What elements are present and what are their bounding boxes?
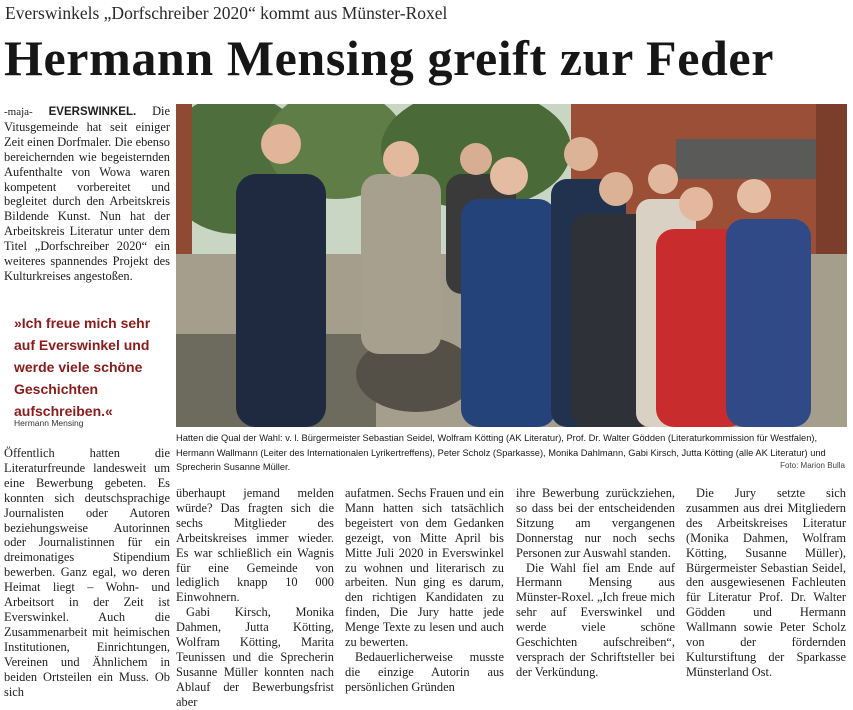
group-photo (176, 104, 847, 427)
body-paragraph: Öffentlich hatten die Literaturfreunde landesweit um eine Bewerbung gebeten. Es konnten sich deutschsprachige Journalisten oder Autoren beziehungsweise Autorinnen oder Journalistinnen für ein dreimonatiges Stipendium bewerben. Ganz egal, wo deren Heimat liegt – Wohn- und Arbeitsort in der Zeit ist Everswinkel. Auch die Zusammenarbeit mit heimischen Institutionen, Einrichtungen, Vereinen und Ähnlichem in beiden Ortsteilen ein Muss. Ob sich (4, 446, 170, 699)
body-column-2 (176, 486, 334, 710)
article-headline: Hermann Mensing greift zur Feder (4, 30, 774, 86)
intro-paragraph (4, 104, 170, 284)
photo-caption: Hatten die Qual der Wahl: v. l. Bürgermeister Sebastian Seidel, Wolfram Kötting (AK Literatur), Prof. Dr. Walter Gödden (Literaturkommission für Westfalen), Hermann Wallmann (Leiter des Internationalen Lyrikertreffens), Peter Scholz (Sparkasse), Monika Dahlmann, Gabi Kirsch, Jutta Kötting (alle AK Literatur) und Sprecherin Susanne Müller. (176, 433, 826, 473)
body-paragraph: aufatmen. Sechs Frauen und ein Mann hatten sich tatsächlich begeistert von dem Gedanken gezeigt, von Mitte April bis Mitte Juli 2020 in Everswinkel zu wohnen und literarisch zu arbeiten. Nun ging es darum, den richtigen Kandidaten zu finden, Die Jury hatte jede Menge Texte zu lesen und auch zu bewerten. (345, 486, 504, 650)
pull-quote-author: Hermann Mensing (14, 418, 84, 428)
body-column-1 (4, 446, 170, 699)
dateline: EVERSWINKEL. (48, 106, 137, 118)
body-paragraph: überhaupt jemand melden würde? Das fragten sich die sechs Mitglieder des Arbeitskreises immer wieder. Es war schließlich ein Wagnis für eine Gemeinde von lediglich knapp 10 000 Einwohnern. (176, 486, 334, 605)
photo-credit: Foto: Marion Bulla (780, 461, 845, 470)
body-paragraph: Gabi Kirsch, Monika Dahmen, Jutta Kötting, Wolfram Kötting, Marita Teunissen und die Sprecherin Susanne Müller konnten nach Ablauf der Bewerbungsfrist aber (176, 605, 334, 709)
body-column-5 (686, 486, 846, 680)
body-paragraph: ihre Bewerbung zurückziehen, so dass bei der entscheidenden Sitzung am vergangenen Donnerstag nur noch sechs Personen zur Auswahl standen. (516, 486, 675, 560)
body-paragraph: Die Wahl fiel am Ende auf Hermann Mensing aus Münster-Roxel. „Ich freue mich sehr auf Everswinkel und werde viele schöne Geschichten aufschreiben“, versprach der Schriftsteller bei der Verkündung. (516, 560, 675, 679)
body-column-3 (345, 486, 504, 695)
intro-text: Die Vitusgemeinde hat seit einiger Zeit einen Dorfmaler. Die ebenso bereichernden wie begeisternden Aufenthalte von Wowa waren kompetent vorbereitet und begleitet durch den Arbeitskreis Bildende Kunst. Nun hat der Arbeitskreis Literatur unter dem Titel „Dorfschreiber 2020“ ein weiteres spannendes Projekt des Kulturkreises angestoßen. (4, 104, 170, 283)
body-paragraph: Die Jury setzte sich zusammen aus drei Mitgliedern des Arbeitskreises Literatur (Monika Dahmen, Wolfram Kötting, Susanne Müller), Bürgermeister Sebastian Seidel, den ausgewiesenen Fachleuten für Literatur Prof. Dr. Walter Gödden und Hermann Wallmann sowie Peter Scholz von der fördernden Kulturstiftung der Sparkasse Münsterland Ost. (686, 486, 846, 679)
body-column-4 (516, 486, 675, 680)
article-kicker: Everswinkels „Dorfschreiber 2020“ kommt aus Münster-Roxel (5, 3, 448, 23)
pull-quote: »Ich freue mich sehr auf Everswinkel und werde viele schöne Geschichten aufschreiben.« (14, 315, 151, 419)
body-paragraph: Bedauerlicherweise musste die einzige Autorin aus persönlichen Gründen (345, 649, 504, 694)
author-byline: -maja- (4, 106, 33, 118)
